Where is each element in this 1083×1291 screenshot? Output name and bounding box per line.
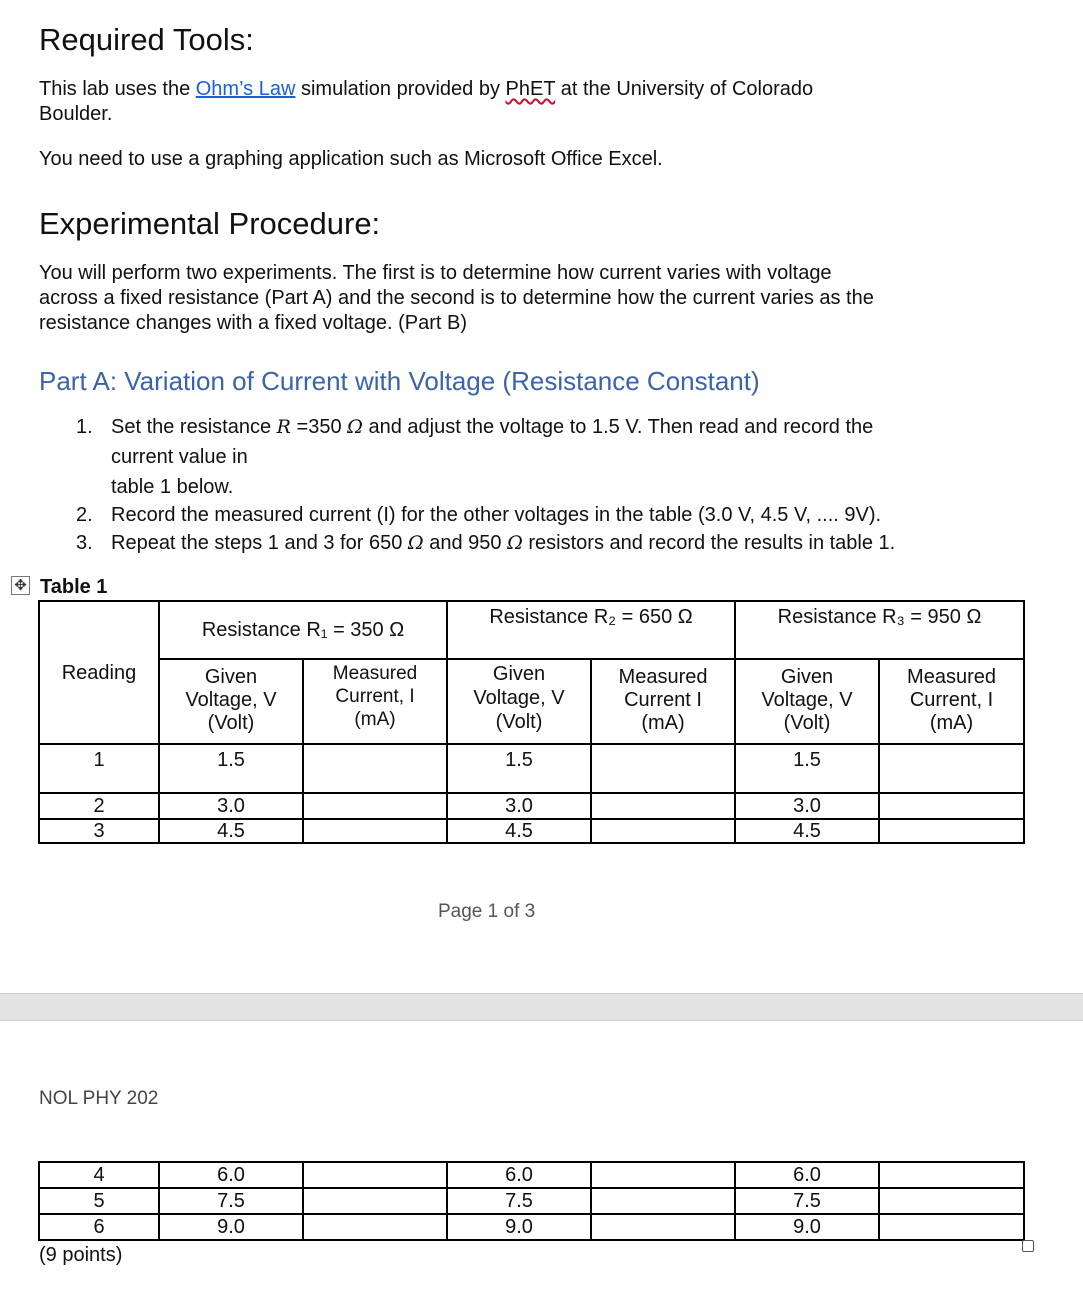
voltage-cell: 7.5: [735, 1188, 879, 1214]
tools-text: This lab uses the: [39, 78, 196, 100]
reading-cell: 6: [39, 1214, 159, 1240]
points-label: (9 points): [39, 1244, 123, 1266]
step-number: 2.: [76, 504, 93, 526]
table-move-handle-icon[interactable]: ✥: [11, 576, 30, 595]
subheader-cell: Given Voltage, V (Volt): [735, 659, 879, 744]
data-table-continued: [38, 1161, 1025, 1241]
table-row: [39, 793, 1024, 819]
group-label: Resistance R₃ = 950 Ω: [777, 606, 982, 628]
current-input-cell[interactable]: [879, 1214, 1024, 1240]
tools-text-post: at the University of Colorado: [555, 78, 814, 100]
voltage-cell: 1.5: [159, 744, 303, 793]
voltage-cell: 6.0: [447, 1162, 591, 1188]
reading-cell: 2: [39, 793, 159, 819]
ohm-symbol: Ω: [507, 532, 523, 554]
current-input-cell[interactable]: [303, 744, 447, 793]
current-input-cell[interactable]: [591, 819, 735, 843]
step-text: current value in: [111, 446, 248, 468]
table-caption: Table 1: [40, 576, 108, 598]
voltage-cell: 9.0: [735, 1214, 879, 1240]
step-text: and 950: [423, 532, 508, 554]
voltage-cell: 9.0: [159, 1214, 303, 1240]
group-header-r2: [447, 601, 735, 659]
reading-cell: 4: [39, 1162, 159, 1188]
tools-text-cont: Boulder.: [39, 103, 113, 125]
voltage-cell: 9.0: [447, 1214, 591, 1240]
procedure-line: across a fixed resistance (Part A) and the second is to determine how the current varies as the: [39, 287, 874, 309]
current-input-cell[interactable]: [591, 1188, 735, 1214]
page-number: Page 1 of 3: [438, 901, 536, 922]
current-input-cell[interactable]: [591, 744, 735, 793]
voltage-cell: 7.5: [447, 1188, 591, 1214]
reading-header: [39, 601, 159, 744]
current-input-cell[interactable]: [591, 1214, 735, 1240]
step-text: =350: [290, 416, 348, 438]
voltage-cell: 6.0: [159, 1162, 303, 1188]
step-number: 3.: [76, 532, 93, 554]
current-input-cell[interactable]: [879, 1162, 1024, 1188]
step-text: resistors and record the results in table 1.: [522, 532, 896, 554]
reading-cell: 3: [39, 819, 159, 843]
voltage-cell: 4.5: [735, 819, 879, 843]
voltage-cell: 4.5: [447, 819, 591, 843]
reading-header-label: Reading: [61, 662, 137, 684]
step-text: Repeat the steps 1 and 3 for 650: [111, 532, 408, 554]
reading-cell: 1: [39, 744, 159, 793]
voltage-cell: 3.0: [159, 793, 303, 819]
voltage-cell: 3.0: [735, 793, 879, 819]
ohm-symbol: Ω: [347, 416, 363, 438]
voltage-cell: 3.0: [447, 793, 591, 819]
subheader-cell: Given Voltage, V (Volt): [159, 659, 303, 744]
current-input-cell[interactable]: [303, 819, 447, 843]
current-input-cell[interactable]: [591, 1162, 735, 1188]
voltage-cell: 1.5: [735, 744, 879, 793]
reading-cell: 5: [39, 1188, 159, 1214]
subheader-cell: Given Voltage, V (Volt): [447, 659, 591, 744]
subheader-cell: Measured Current, I (mA): [879, 659, 1024, 744]
voltage-cell: 1.5: [447, 744, 591, 793]
procedure-heading: Experimental Procedure:: [39, 206, 381, 241]
step-text: and adjust the voltage to 1.5 V. Then read and record the: [362, 416, 874, 438]
required-tools-heading: Required Tools:: [39, 22, 254, 57]
current-input-cell[interactable]: [303, 793, 447, 819]
group-header-r1: [159, 601, 447, 659]
tools-paragraph: [39, 77, 939, 127]
subheader-cell: Measured Current, I (mA): [303, 659, 447, 744]
procedure-paragraph: [39, 261, 1039, 336]
resistance-symbol: R: [276, 416, 291, 438]
step-text: table 1 below.: [111, 476, 234, 498]
subheader-cell: Measured Current I (mA): [591, 659, 735, 744]
tools-text-mid: simulation provided by: [295, 78, 506, 100]
table-row: [39, 819, 1024, 843]
data-table: [38, 600, 1025, 844]
table-row: [39, 1188, 1024, 1214]
current-input-cell[interactable]: [879, 744, 1024, 793]
step-text: Record the measured current (I) for the other voltages in the table (3.0 V, 4.5 V, .... 9V).: [111, 504, 882, 526]
current-input-cell[interactable]: [591, 793, 735, 819]
current-input-cell[interactable]: [879, 793, 1024, 819]
procedure-line: You will perform two experiments. The first is to determine how current varies with voltage: [39, 262, 832, 284]
table-row: [39, 744, 1024, 793]
tools-excel-line: You need to use a graphing application such as Microsoft Office Excel.: [39, 148, 663, 170]
step-number: 1.: [76, 416, 93, 438]
phet-spellcheck-word[interactable]: PhET: [505, 78, 556, 100]
table-row: [39, 1162, 1024, 1188]
current-input-cell[interactable]: [879, 819, 1024, 843]
step-text: Set the resistance: [111, 416, 277, 438]
current-input-cell[interactable]: [303, 1188, 447, 1214]
group-header-r3: [735, 601, 1024, 659]
group-label: Resistance R₁ = 350 Ω: [201, 619, 405, 641]
voltage-cell: 7.5: [159, 1188, 303, 1214]
ohm-symbol: Ω: [407, 532, 424, 554]
part-a-heading: Part A: Variation of Current with Voltage (Resistance Constant): [39, 366, 760, 396]
steps-list: [76, 412, 1036, 562]
current-input-cell[interactable]: [303, 1162, 447, 1188]
page-break-gap: [0, 993, 1083, 1021]
current-input-cell[interactable]: [303, 1214, 447, 1240]
group-label: Resistance R₂ = 650 Ω: [489, 606, 693, 628]
ohms-law-link[interactable]: Ohm’s Law: [195, 78, 296, 100]
procedure-line: resistance changes with a fixed voltage. (Part B): [39, 312, 467, 334]
current-input-cell[interactable]: [879, 1188, 1024, 1214]
table-row: [39, 1214, 1024, 1240]
page-footer: NOL PHY 202: [39, 1088, 159, 1109]
voltage-cell: 6.0: [735, 1162, 879, 1188]
voltage-cell: 4.5: [159, 819, 303, 843]
table-resize-handle-icon[interactable]: [1022, 1240, 1034, 1252]
